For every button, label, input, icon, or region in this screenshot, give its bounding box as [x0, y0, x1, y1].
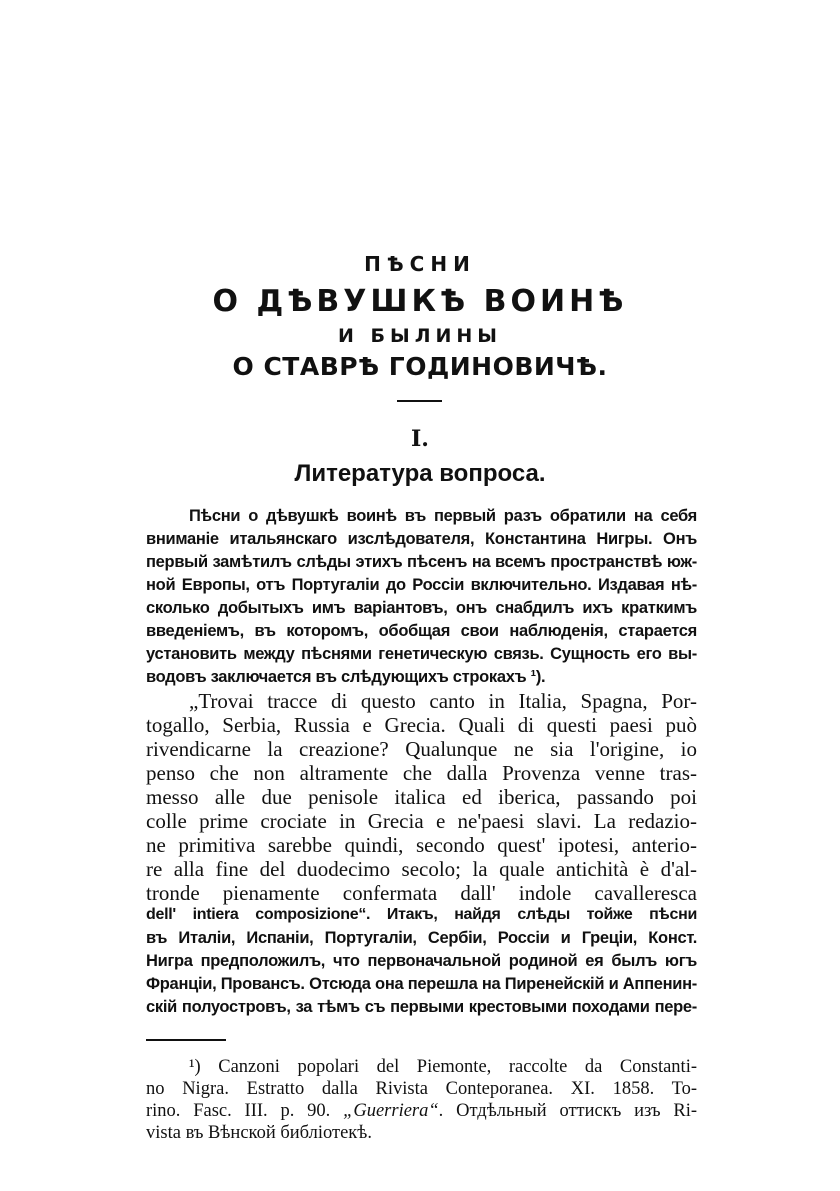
title-warrior-maiden: О ДѢВУШКѢ ВОИНѢ	[212, 284, 628, 319]
footnote-text: . Отдѣльный оттискъ изъ Ri-	[438, 1101, 697, 1121]
quote-line: re alla fine del duodecimo secolo; la quale antichità è d'al-	[146, 857, 697, 881]
body-line: первый замѣтилъ слѣды этихъ пѣсенъ на всемъ пространствѣ юж-	[146, 553, 697, 571]
quote-line: tronde pienamente confermata dall' indole cavalleresca	[146, 881, 697, 905]
title-divider	[397, 400, 442, 402]
section-number: I.	[411, 426, 429, 452]
body-line: Франціи, Провансъ. Отсюда она перешла на Пиренейскій и Аппенин-	[146, 975, 697, 993]
footnote-line: vista въ Вѣнской библіотекѣ.	[146, 1123, 372, 1143]
body-line: dell' intiera composizione“. Итакъ, найдя слѣды тойже пѣсни	[146, 906, 697, 923]
quote-line: rivendicarne la creazione? Qualunque ne sia l'origine, io	[146, 737, 697, 761]
body-line: установить между пѣснями генетическую связь. Сущность его вы-	[146, 645, 697, 663]
body-line: Пѣсни о дѣвушкѣ воинѣ въ первый разъ обратили на себя	[189, 507, 697, 525]
section-title: Литература вопроса.	[294, 460, 546, 487]
body-line: водовъ заключается въ слѣдующихъ строкахъ ¹).	[146, 668, 546, 686]
body-line: вниманіе итальянскаго изслѣдователя, Константина Нигры. Онъ	[146, 530, 697, 548]
title-songs: ПѢСНИ	[364, 252, 476, 276]
body-line: сколько добытыхъ имъ варіантовъ, онъ снабдилъ ихъ краткимъ	[146, 599, 697, 617]
quote-line: penso che non altramente che dalla Provenza venne tras-	[146, 761, 697, 785]
body-line: ной Европы, отъ Португаліи до Россіи включительно. Издавая нѣ-	[146, 576, 697, 594]
quote-line: colle prime crociate in Grecia e ne'paesi slavi. La redazio-	[146, 809, 697, 833]
body-line: Нигра предположилъ, что первоначальной родиной ея былъ югъ	[146, 952, 697, 970]
body-line: введеніемъ, въ которомъ, обобщая свои наблюденія, старается	[146, 622, 697, 640]
body-line: скій полуостровъ, за тѣмъ съ первыми крестовыми походами пере-	[146, 998, 697, 1016]
quote-line: „Trovai tracce di questo canto in Italia, Spagna, Por-	[189, 689, 697, 713]
quote-line: messo alle due penisole italica ed iberica, passando poi	[146, 785, 697, 809]
footnote-line: no Nigra. Estratto dalla Rivista Conteporanea. XI. 1858. To-	[146, 1079, 697, 1099]
footnote-line	[146, 1101, 697, 1122]
footnote-divider	[146, 1039, 226, 1041]
title-and-byliny: И БЫЛИНЫ	[338, 325, 502, 347]
footnote-text: rino. Fasc. III. p. 90.	[146, 1101, 344, 1121]
footnote-song-title: „Guerriera“	[343, 1101, 439, 1121]
body-line: въ Италіи, Испаніи, Португаліи, Сербіи, Россіи и Греціи, Конст.	[146, 929, 697, 947]
title-stavr-godinovich: О СТАВРѢ ГОДИНОВИЧѢ.	[232, 352, 608, 381]
footnote-line: ¹) Canzoni popolari del Piemonte, raccolte da Constanti-	[189, 1057, 697, 1077]
quote-line: togallo, Serbia, Russia e Grecia. Quali di questi paesi può	[146, 713, 697, 737]
quote-line: ne primitiva sarebbe quindi, secondo quest' ipotesi, anterio-	[146, 833, 697, 857]
